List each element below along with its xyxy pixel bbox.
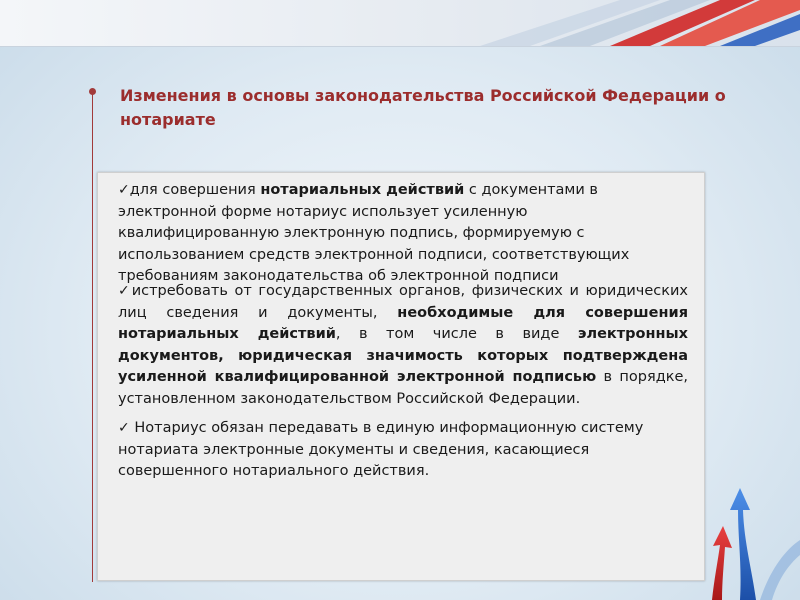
bullet-1-bold: нотариальных действий xyxy=(260,182,465,198)
checkmark-icon: ✓ xyxy=(118,182,130,198)
bullet-3-text: Нотариус обязан передавать в единую информационную систему нотариата электронные документы и сведения, касающиеся совершенного нотариального действия. xyxy=(118,420,644,479)
bullet-2-bold-1: необходимые для совершения нотариальных действий xyxy=(118,304,689,342)
decorative-ribbons xyxy=(360,0,800,46)
bullet-2-text-cont: , в том числе в виде xyxy=(335,326,578,342)
checkmark-icon: ✓ xyxy=(118,283,132,299)
page-title: Изменения в основы законодательства Российской Федерации о нотариате xyxy=(120,86,726,129)
title-bullet-dot xyxy=(89,88,96,95)
bullet-2 xyxy=(118,281,688,410)
bullet-2-bold-2: электронных документов, юридическая значимость которых подтверждена усиленной квалифицированной электронной подписью xyxy=(118,326,689,385)
bullet-2-text-end: в порядке, установленном законодательством Российской Федерации. xyxy=(118,369,689,407)
title-vertical-rule xyxy=(92,92,93,582)
bullet-1-text: для совершения xyxy=(129,182,261,198)
bullet-1-text-cont: с документами в электронной форме нотариус использует усиленную квалифицированную электронную подпись, формируемую с использованием средств электронной подписи, соответствующих требованиям законодательства об электронной подписи xyxy=(118,182,630,284)
growth-arrows-icon xyxy=(700,470,800,600)
checkmark-icon: ✓ xyxy=(118,420,130,436)
bullet-1 xyxy=(118,180,688,288)
bullet-2-text: истребовать от государственных органов, физических и юридических лиц сведения и документы, xyxy=(118,283,688,321)
bullet-3 xyxy=(118,418,688,483)
